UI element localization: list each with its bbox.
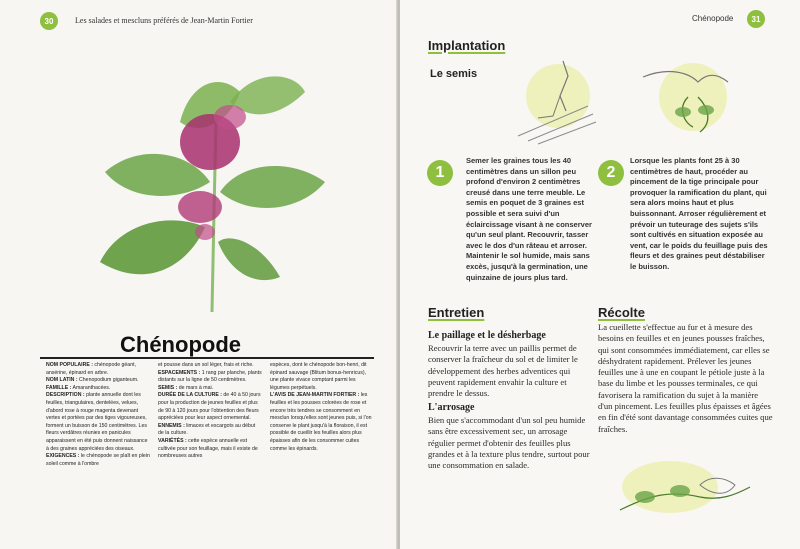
subsection-arrosage: L'arrosage <box>428 402 475 413</box>
running-title-left: Les salades et mescluns préférés de Jean-Martin Fortier <box>75 16 253 25</box>
info-entry: NOM LATIN : Chenopodium giganteum. <box>46 377 139 384</box>
info-entry: NOM POPULAIRE : chénopode géant, ansérine, épinard en arbre. <box>46 362 136 376</box>
pinching-illustration <box>638 52 738 142</box>
page-number-right: 31 <box>747 10 765 28</box>
chenopode-illustration <box>80 62 340 312</box>
step-1-badge: 1 <box>427 160 453 186</box>
arrosage-text: Bien que s'accommodant d'un sol peu humide sans être excessivement sec, un arrosage régulier permet d'obtenir des feuilles plus grandes et à la texture plus tendre, surtout pour une consommation en salade. <box>428 415 590 471</box>
info-entry: ESPACEMENTS : 1 rang par planche, plants distants sur la ligne de 50 centimètres. <box>158 369 262 384</box>
info-entry: L'AVIS DE JEAN-MARTIN FORTIER : les feuilles et les pousses colorées de rose et encore très tendres se consomment en mesclun lorsqu'elles sont jeunes puis, si l'on conserve le plant jusqu'à la floraison, il est possible de cueillir les feuilles alors plus épaisses afin de les consommer cuites comme les épinards. <box>270 392 372 452</box>
section-entretien: Entretien <box>428 305 485 320</box>
info-entry: DURÉE DE LA CULTURE : de 40 à 50 jours pour la production de jeunes feuilles et plus de 90 à 120 jours pour l'obtention des fleurs appréciées pour leur aspect ornemental. <box>158 392 261 422</box>
info-entry: DESCRIPTION : plante annuelle dont les feuilles, triangulaires, dentelées, velues, d'abord rose à rouge magenta devenant vertes et portées par des tiges vigoureuses, forment un buisson de 150 centimètres. Les fleurs verdâtres réunies en panicules apparaissent en été puis donnent naissance à des graines appréciées des oiseaux. <box>46 392 148 452</box>
subsection-paillage: Le paillage et le désherbage <box>428 330 546 341</box>
right-page <box>400 0 800 549</box>
step-1-text: Semer les graines tous les 40 centimètres dans un sillon peu profond d'environ 2 centimètres creusé dans une terre meuble. Le semis en poquet de 3 graines est possible et sera suivi d'un éclaircissage visant à ne conserver qu'un seul plant. Recouvrir, tasser avec le dos d'un râteau et arroser. Maintenir le sol humide, mais sans excès, jusqu'à la germination, une quinzaine de jours plus tard. <box>466 156 592 282</box>
info-entry: FAMILLE : Amaranthacées. <box>46 384 111 391</box>
info-entry: EXIGENCES : le chénopode se plaît en plein soleil comme à l'ombre <box>46 453 150 467</box>
info-entry: espèces, dont le chénopode bon-henri, dit épinard sauvage (Blitum bonus-henricus), une plante vivace comptant parmi les légumes perpétuels. <box>270 362 367 391</box>
running-title-right: Chénopode <box>692 14 734 23</box>
section-implantation: Implantation <box>428 38 506 53</box>
info-column-1 <box>46 362 150 468</box>
section-recolte: Récolte <box>598 305 645 320</box>
info-entry: ENNEMIS : limaces et escargots au début de la culture. <box>158 422 256 437</box>
subsection-semis: Le semis <box>430 68 478 80</box>
step-2-badge: 2 <box>598 160 624 186</box>
info-column-2 <box>158 362 262 461</box>
page-number-left: 30 <box>40 12 58 30</box>
recolte-text: La cueillette s'effectue au fur et à mesure des besoins en feuilles et en jeunes pousses fraîches, qui sont consommées immédiatement, car elles se déshydratent rapidement. Prélever les jeunes feuilles une à une en coupant le pétiole juste à la base du limbe et les pousses terminales, ce qui favorisera la ramification du sujet à la manière d'un pincement. Les feuilles plus épaisses et âgées en fin d'été sont davantage consommées cuites que fraîches. <box>598 322 773 434</box>
info-entry: SEMIS : de mars à mai. <box>158 384 214 391</box>
title-rule <box>40 357 374 359</box>
info-column-3 <box>270 362 374 453</box>
left-page <box>0 0 398 549</box>
info-entry: et pousse dans un sol léger, frais et riche. <box>158 362 254 368</box>
harvest-illustration <box>610 455 760 525</box>
info-entry: VARIÉTÉS : cette espèce annuelle est cultivée pour son feuillage, mais il existe de nombreuses autres <box>158 437 258 460</box>
paillage-text: Recouvrir la terre avec un paillis permet de conserver la fraîcheur du sol et de limiter le développement des herbes adventices qui peuvent rapidement envahir la culture et prendre le dessus. <box>428 343 578 399</box>
page-title: Chénopode <box>120 332 241 357</box>
sowing-illustration <box>508 56 598 146</box>
step-2-text: Lorsque les plants font 25 à 30 centimètres de haut, procéder au pincement de la tige principale pour provoquer la ramification du plant, qui sera alors moins haut et plus buissonnant. Arroser régulièrement et prévoir un tuteurage des sujets s'ils sont cultivés en situation exposée au vent, car le poids du feuillage puis des fleurs et des graines peut déstabiliser le buisson. <box>630 156 768 271</box>
